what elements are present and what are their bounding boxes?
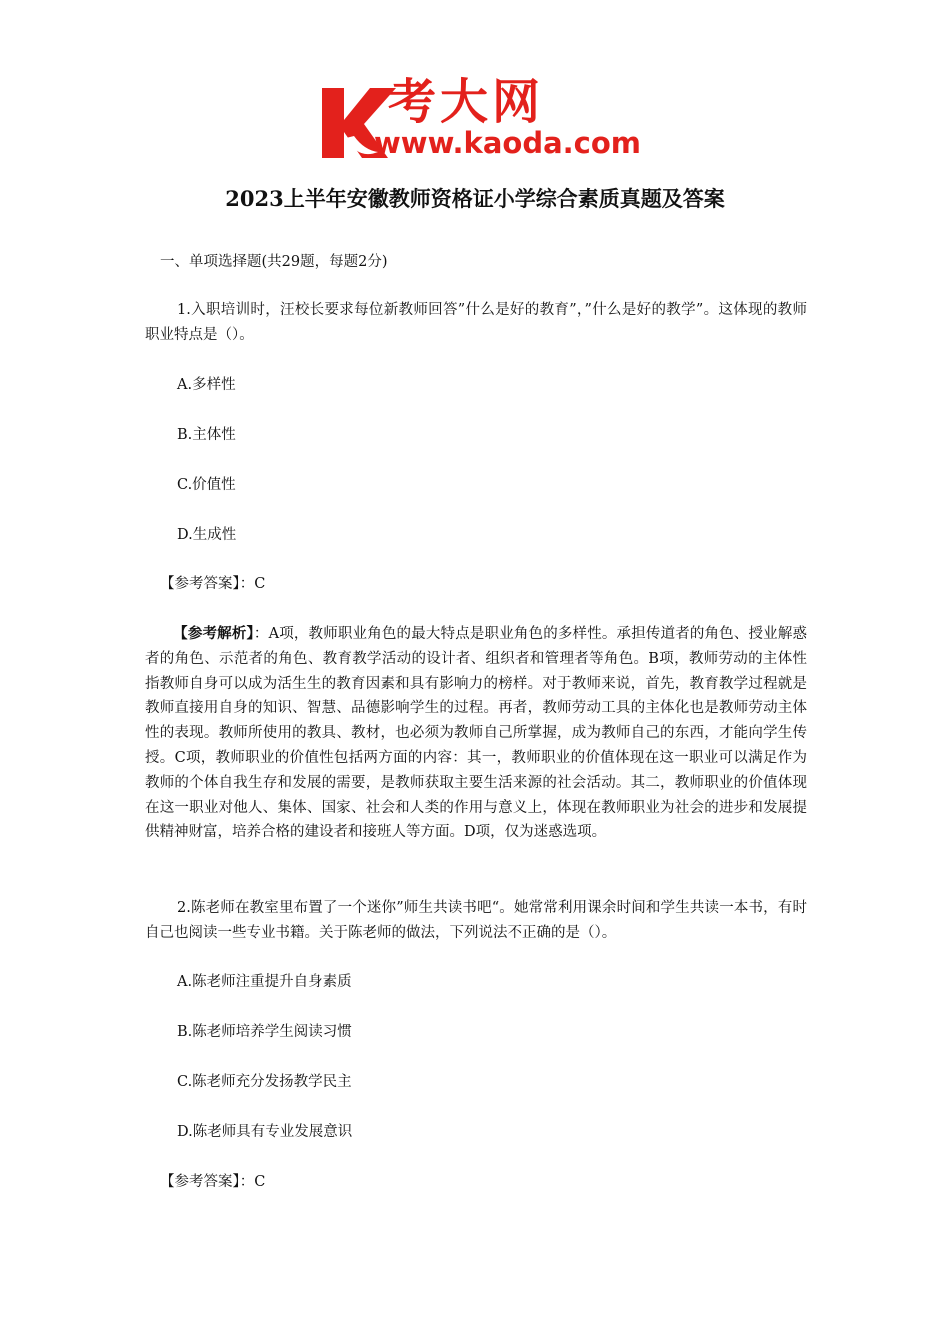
analysis-text: ：A项，教师职业角色的最大特点是职业角色的多样性。承担传道者的角色、授业解惑者的角色、示范者的角色、教育教学活动的设计者、组织者和管理者等角色。B项，教师劳动的主体性指教师自身可以成为活生生的教育因素和具有影响力的榜样。对于教师来说，首先，教育教学过程就是教师直接用自身的知识、智慧、品德影响学生的过程。再者，教师劳动工具的主体化也是教师劳动主体性的表现。教师所使用的教具、教材，也必须为教师自己所掌握，成为教师自己的东西，才能向学生传授。C项，教师职业的价值性包括两方面的内容：其一，教师职业的价值体现在这一职业可以满足作为教师的个体自我生存和发展的需要，是教师获取主要生活来源的社会活动。其二，教师职业的价值体现在这一职业对他人、集体、国家、社会和人类的作用与意义上，体现在教师职业为社会的进步和发展提供精神财富，培养合格的建设者和接班人等方面。D项，仅为迷惑选项。 <box>145 626 808 841</box>
question-1-option-c: C.价值性 <box>177 477 236 493</box>
answer-value: C <box>254 1174 266 1190</box>
question-1-analysis <box>145 622 807 845</box>
question-2-stem <box>145 896 807 946</box>
answer-label: 【参考答案】： <box>160 576 255 592</box>
question-2-stem-text: 2.陈老师在教室里布置了一个迷你”师生共读书吧“。她常常利用课余时间和学生共读一本书，有时自己也阅读一些专业书籍。关于陈老师的做法，下列说法不正确的是（）。 <box>145 900 807 941</box>
question-2-option-d: D.陈老师具有专业发展意识 <box>177 1124 353 1140</box>
question-1-option-b: B.主体性 <box>177 427 236 443</box>
question-1-stem-text: 1.入职培训时，汪校长要求每位新教师回答”什么是好的教育”，”什么是好的教学”。这体现的教师职业特点是（）。 <box>145 302 807 343</box>
logo-brand-text: 考大网 <box>388 74 545 130</box>
question-1-option-a: A.多样性 <box>177 377 236 393</box>
analysis-label: 【参考解析】 <box>173 625 254 642</box>
question-2-option-c: C.陈老师充分发扬教学民主 <box>177 1074 352 1090</box>
question-1-option-d: D.生成性 <box>177 527 237 543</box>
question-2-option-b: B.陈老师培养学生阅读习惯 <box>177 1024 352 1040</box>
section-header: 一、单项选择题(共29题，每题2分) <box>160 254 388 270</box>
question-2-answer <box>160 1170 265 1194</box>
question-1-stem <box>145 298 807 348</box>
document-title: 2023上半年安徽教师资格证小学综合素质真题及答案 <box>225 186 725 211</box>
question-1-answer <box>160 572 265 596</box>
answer-label: 【参考答案】： <box>160 1174 255 1190</box>
logo-url-text: www.kaoda.com <box>374 126 641 160</box>
answer-value: C <box>254 576 266 592</box>
question-2-option-a: A.陈老师注重提升自身素质 <box>177 974 352 990</box>
kaoda-logo <box>318 74 641 162</box>
